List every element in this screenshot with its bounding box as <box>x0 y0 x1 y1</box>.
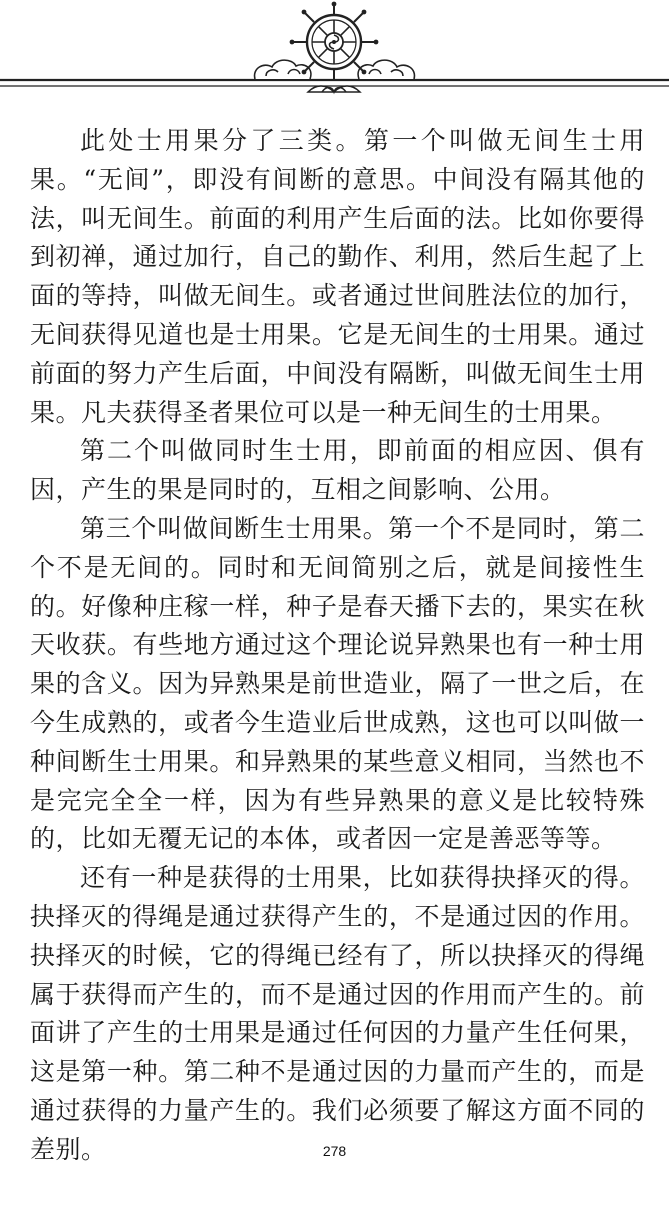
dharma-wheel-icon <box>0 0 669 110</box>
page-body <box>30 122 645 1170</box>
paragraph-4: 还有一种是获得的士用果，比如获得抉择灭的得。抉择灭的得绳是通过获得产生的，不是通过因的作用。抉择灭的时候，它的得绳已经有了，所以抉择灭的得绳属于获得而产生的，而不是通过因的作用而产生的。前面讲了产生的士用果是通过任何因的力量产生任何果，这是第一种。第二种不是通过因的力量而产生的，而是通过获得的力量产生的。我们必须要了解这方面不同的差别。 <box>30 863 645 1164</box>
page-number: 278 <box>322 1143 347 1159</box>
paragraph-2: 第二个叫做同时生士用，即前面的相应因、俱有因，产生的果是同时的，互相之间影响、公用。 <box>30 436 645 505</box>
paragraph-3: 第三个叫做间断生士用果。第一个不是同时，第二个不是无间的。同时和无间简别之后，就是间接性生的。好像种庄稼一样，种子是春天播下去的，果实在秋天收获。有些地方通过这个理论说异熟果也有一种士用果的含义。因为异熟果是前世造业，隔了一世之后，在今生成熟的，或者今生造业后世成熟，这也可以叫做一种间断生士用果。和异熟果的某些意义相同，当然也不是完完全全一样，因为有些异熟果的意义是比较特殊的，比如无覆无记的本体，或者因一定是善恶等等。 <box>30 513 645 854</box>
paragraph-1: 此处士用果分了三类。第一个叫做无间生士用果。“无间”，即没有间断的意思。中间没有隔其他的法，叫无间生。前面的利用产生后面的法。比如你要得到初禅，通过加行，自己的勤作、利用，然后生起了上面的等持，叫做无间生。或者通过世间胜法位的加行，无间获得见道也是士用果。它是无间生的士用果。通过前面的努力产生后面，中间没有隔断，叫做无间生士用果。凡夫获得圣者果位可以是一种无间生的士用果。 <box>30 126 645 427</box>
page-header-ornament <box>0 0 669 110</box>
